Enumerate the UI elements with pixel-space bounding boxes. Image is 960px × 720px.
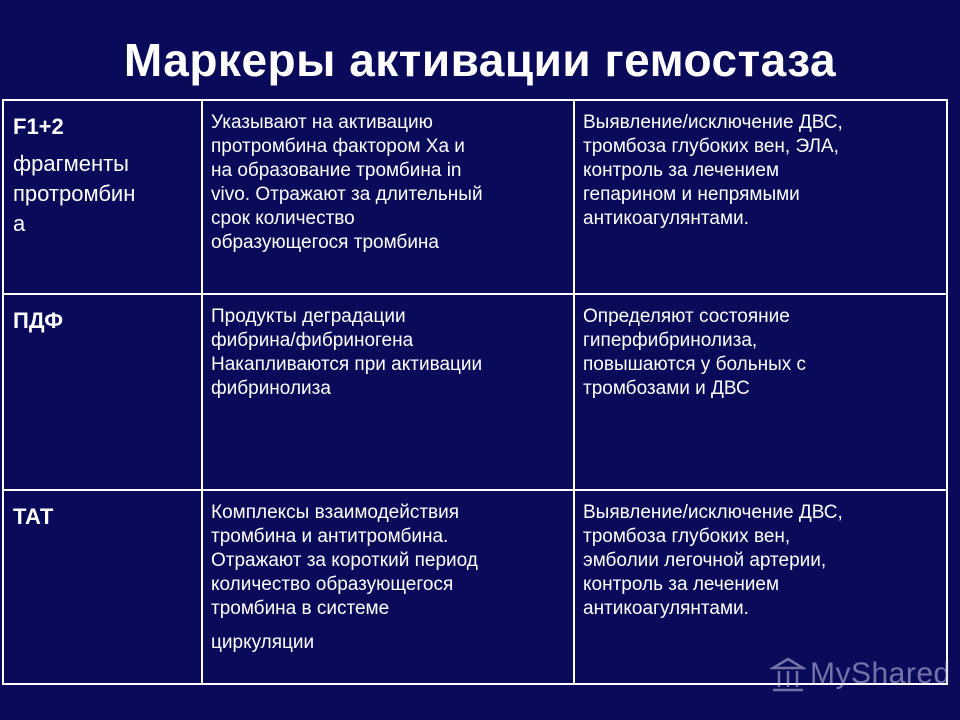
marker-code: ТАТ — [13, 504, 54, 529]
marker-code: F1+2 — [13, 114, 64, 139]
building-icon — [770, 656, 806, 694]
watermark — [770, 650, 951, 700]
usage-text: Выявление/исключение ДВС, тромбоза глубоких вен, эмболии легочной артерии, контроль за лечением антикоагулянтами. — [583, 502, 843, 619]
watermark-text: MyShared — [810, 657, 951, 690]
marker-cell — [3, 100, 202, 294]
marker-cell — [3, 294, 202, 490]
marker-cell — [3, 490, 202, 684]
table-row — [3, 100, 947, 294]
slide-title: Маркеры активации гемостаза — [123, 34, 837, 86]
usage-text: Определяют состояние гиперфибринолиза, повышаются у больных с тромбозами и ДВС — [583, 305, 807, 399]
table-row — [3, 294, 947, 490]
usage-text: Выявление/исключение ДВС, тромбоза глубоких вен, ЭЛА, контроль за лечением гепарином и непрямыми антикоагулянтами. — [583, 112, 843, 229]
usage-cell — [574, 294, 947, 490]
meaning-text-continued: циркуляции — [211, 632, 315, 653]
marker-description: фрагменты протромбин а — [13, 151, 136, 236]
meaning-cell — [202, 490, 574, 684]
meaning-cell — [202, 100, 574, 294]
marker-code: ПДФ — [13, 307, 63, 333]
usage-cell — [574, 100, 947, 294]
meaning-text: Комплексы взаимодействия тромбина и антитромбина. Отражают за короткий период количество образующегося тромбина в системе — [211, 502, 478, 619]
meaning-text: Указывают на активацию протромбина фактором Ха и на образование тромбина in vivo. Отражают за длительный срок количество образующегося тромбина — [211, 112, 483, 253]
markers-table — [2, 99, 948, 685]
meaning-text: Продукты деградации фибрина/фибриногена Накапливаются при активации фибринолиза — [211, 305, 483, 399]
meaning-cell — [202, 294, 574, 490]
